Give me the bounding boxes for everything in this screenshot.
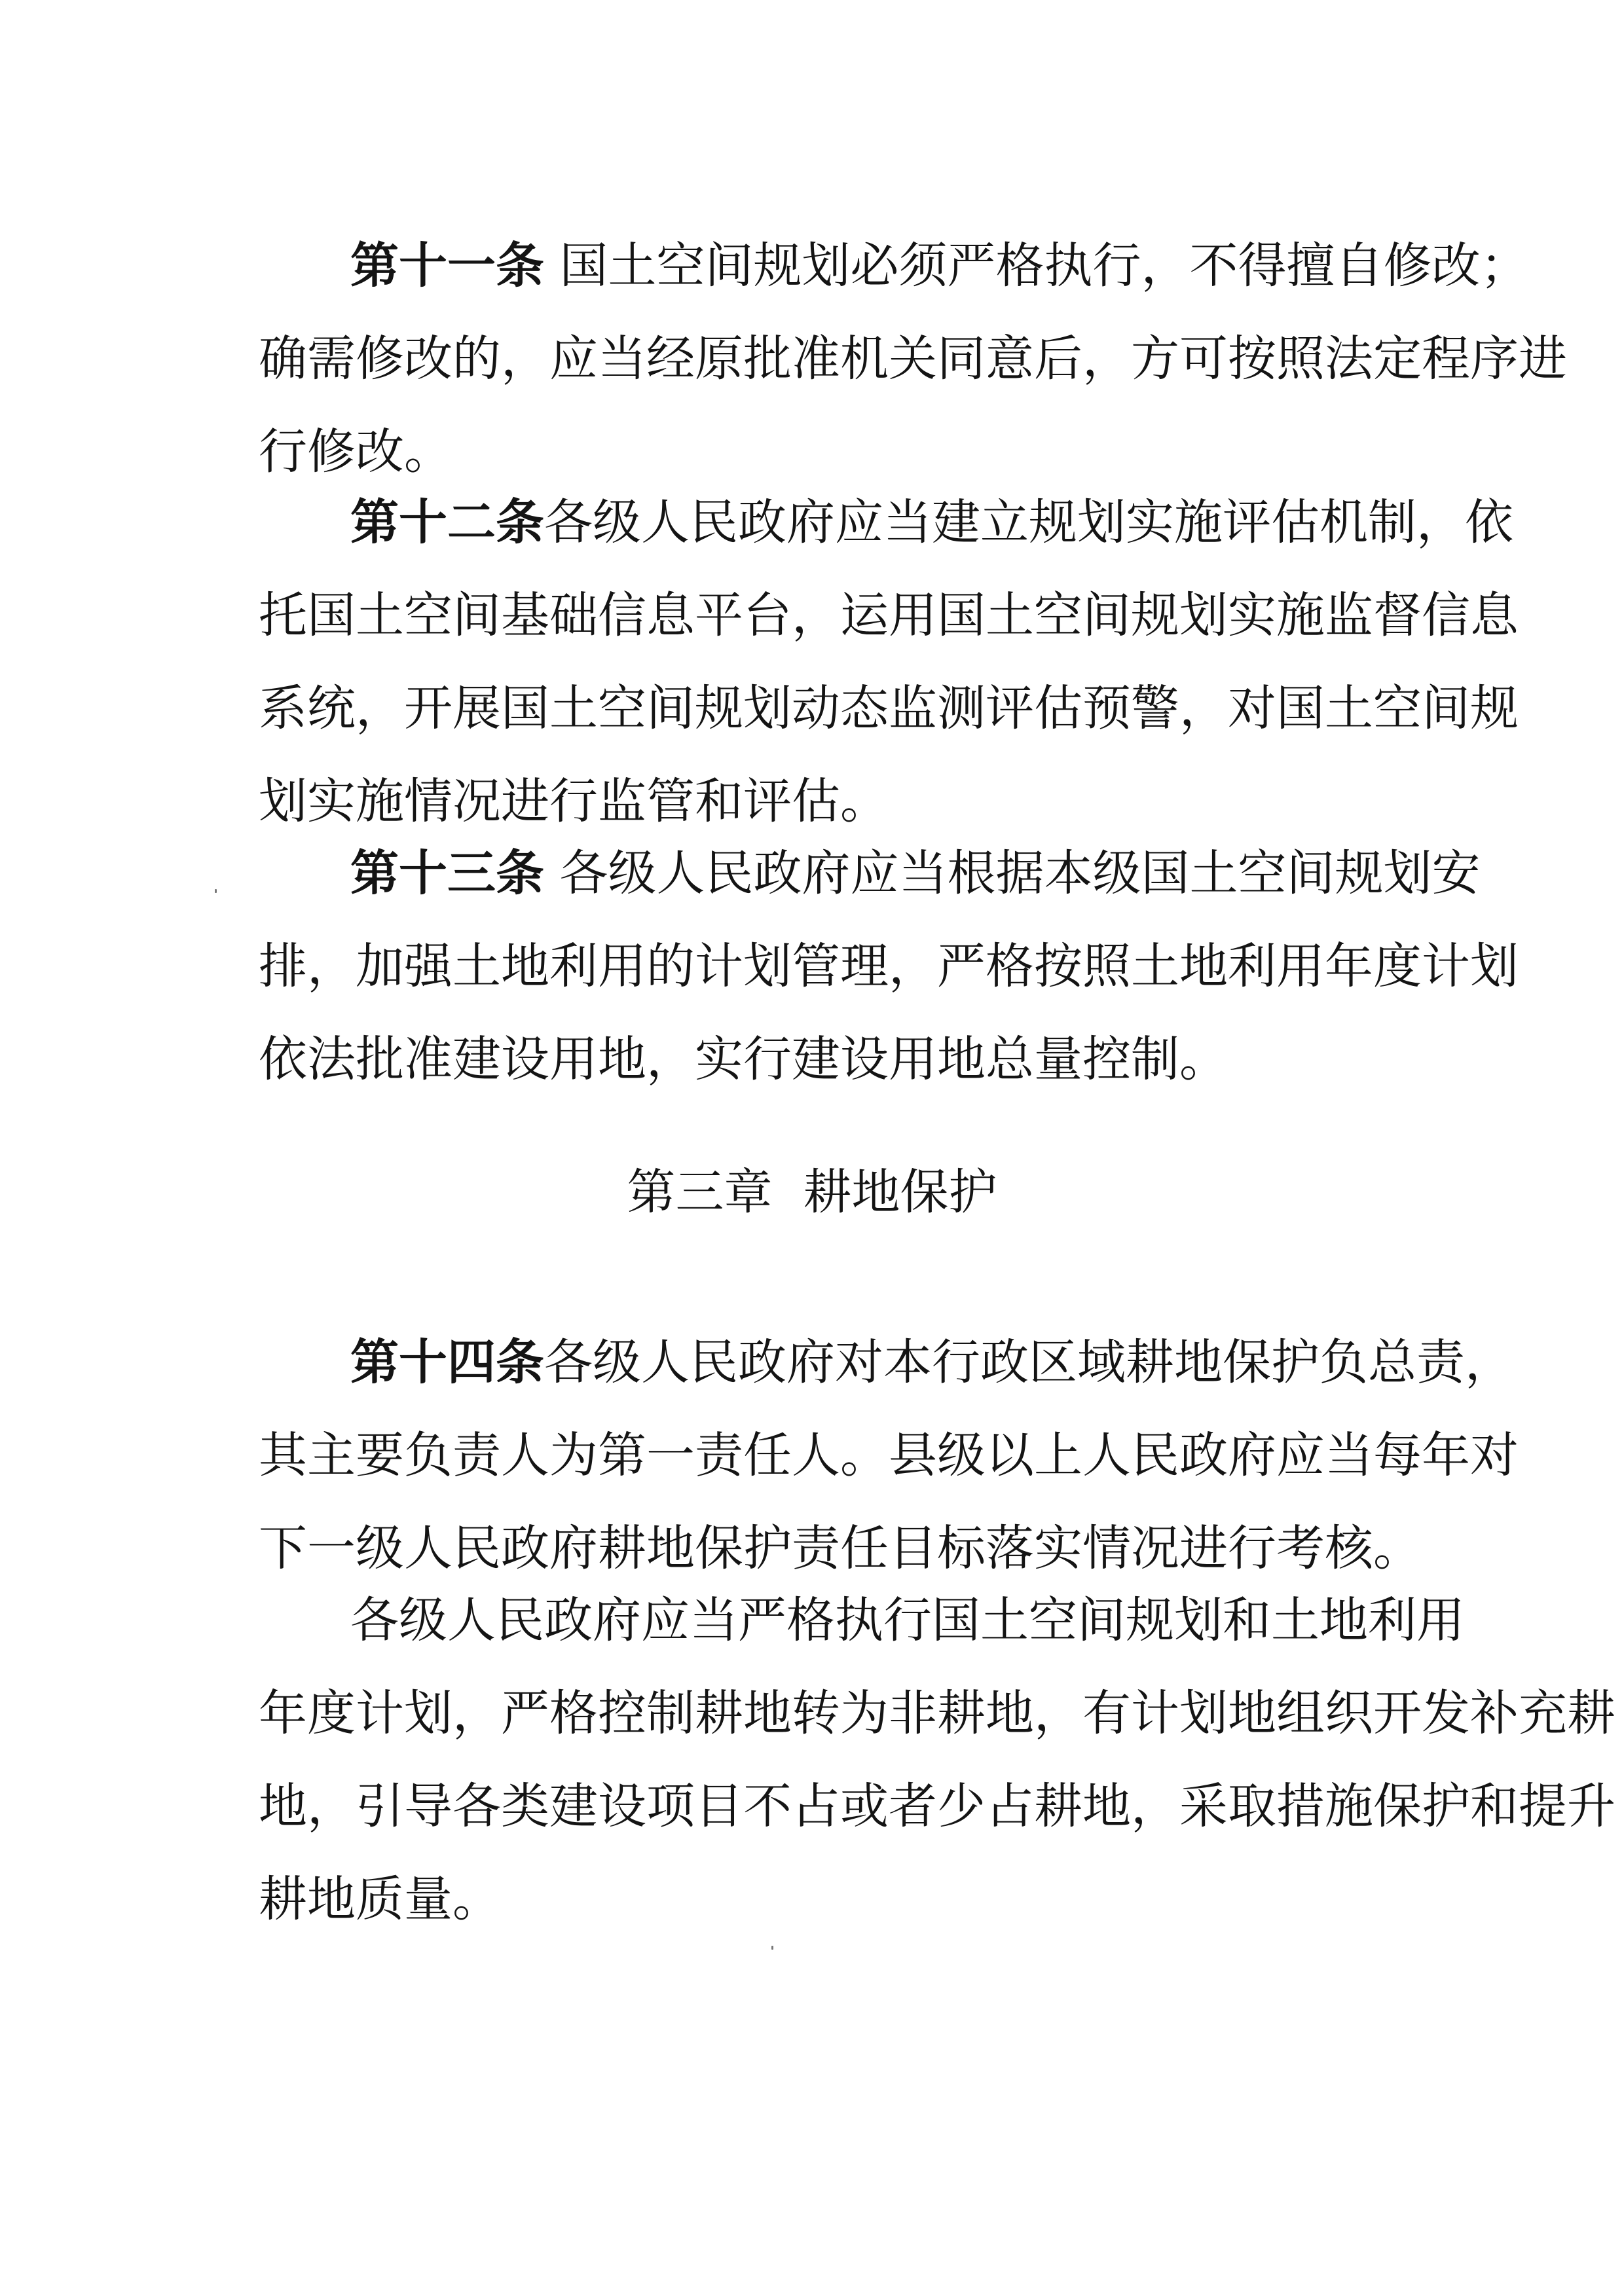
scan-speck xyxy=(215,889,217,893)
article-12-label: 第十二条 xyxy=(350,494,544,551)
article-14-text-1: 各级人民政府对本行政区域耕地保护负总责， xyxy=(544,1334,1513,1391)
article-11-text-1: 国土空间规划必须严格执行，不得擅自修改； xyxy=(559,238,1529,294)
article-13 xyxy=(259,827,1519,1106)
article-13-text-1: 各级人民政府应当根据本级国土空间规划安 xyxy=(559,845,1481,902)
article-11-line-3: 行修改。 xyxy=(259,424,452,480)
article-11-line-2: 确需修改的，应当经原批准机关同意后，方可按照法定程序进 xyxy=(259,331,1567,387)
article-14-para-2-line-4: 耕地质量。 xyxy=(259,1871,501,1927)
article-14-paragraph-2 xyxy=(259,1574,1615,1946)
article-13-label: 第十三条 xyxy=(350,845,544,902)
article-14-line-1 xyxy=(259,1316,1513,1409)
scan-speck xyxy=(771,1946,773,1950)
article-14-para-2-line-2: 年度计划，严格控制耕地转为非耕地，有计划地组织开发补充耕 xyxy=(259,1685,1615,1741)
article-13-line-2: 排，加强土地利用的计划管理，严格按照土地利用年度计划 xyxy=(259,938,1519,994)
article-12-line-2: 托国土空间基础信息平台，运用国土空间规划实施监督信息 xyxy=(259,587,1519,644)
article-14-label: 第十四条 xyxy=(350,1334,544,1391)
article-14 xyxy=(259,1316,1519,1595)
article-14-line-2: 其主要负责人为第一责任人。县级以上人民政府应当每年对 xyxy=(259,1427,1519,1484)
article-12-line-4: 划实施情况进行监管和评估。 xyxy=(259,773,889,829)
article-11-line-1 xyxy=(259,219,1529,312)
article-12 xyxy=(259,476,1519,848)
article-14-para-2-line-1: 各级人民政府应当严格执行国土空间规划和土地利用 xyxy=(350,1592,1465,1649)
article-12-line-1 xyxy=(259,476,1513,569)
chapter-title: 第三章 耕地保护 xyxy=(627,1164,997,1220)
article-11-label: 第十一条 xyxy=(350,238,544,294)
article-11 xyxy=(259,219,1567,498)
article-12-text-1: 各级人民政府应当建立规划实施评估机制，依 xyxy=(544,494,1513,551)
article-14-line-3: 下一级人民政府耕地保护责任目标落实情况进行考核。 xyxy=(259,1520,1422,1576)
article-14-para-2-line-3: 地，引导各类建设项目不占或者少占耕地，采取措施保护和提升 xyxy=(259,1778,1615,1834)
article-12-line-3: 系统，开展国土空间规划动态监测评估预警，对国土空间规 xyxy=(259,680,1519,737)
article-13-line-3: 依法批准建设用地，实行建设用地总量控制。 xyxy=(259,1031,1228,1087)
article-13-line-1 xyxy=(259,827,1481,920)
